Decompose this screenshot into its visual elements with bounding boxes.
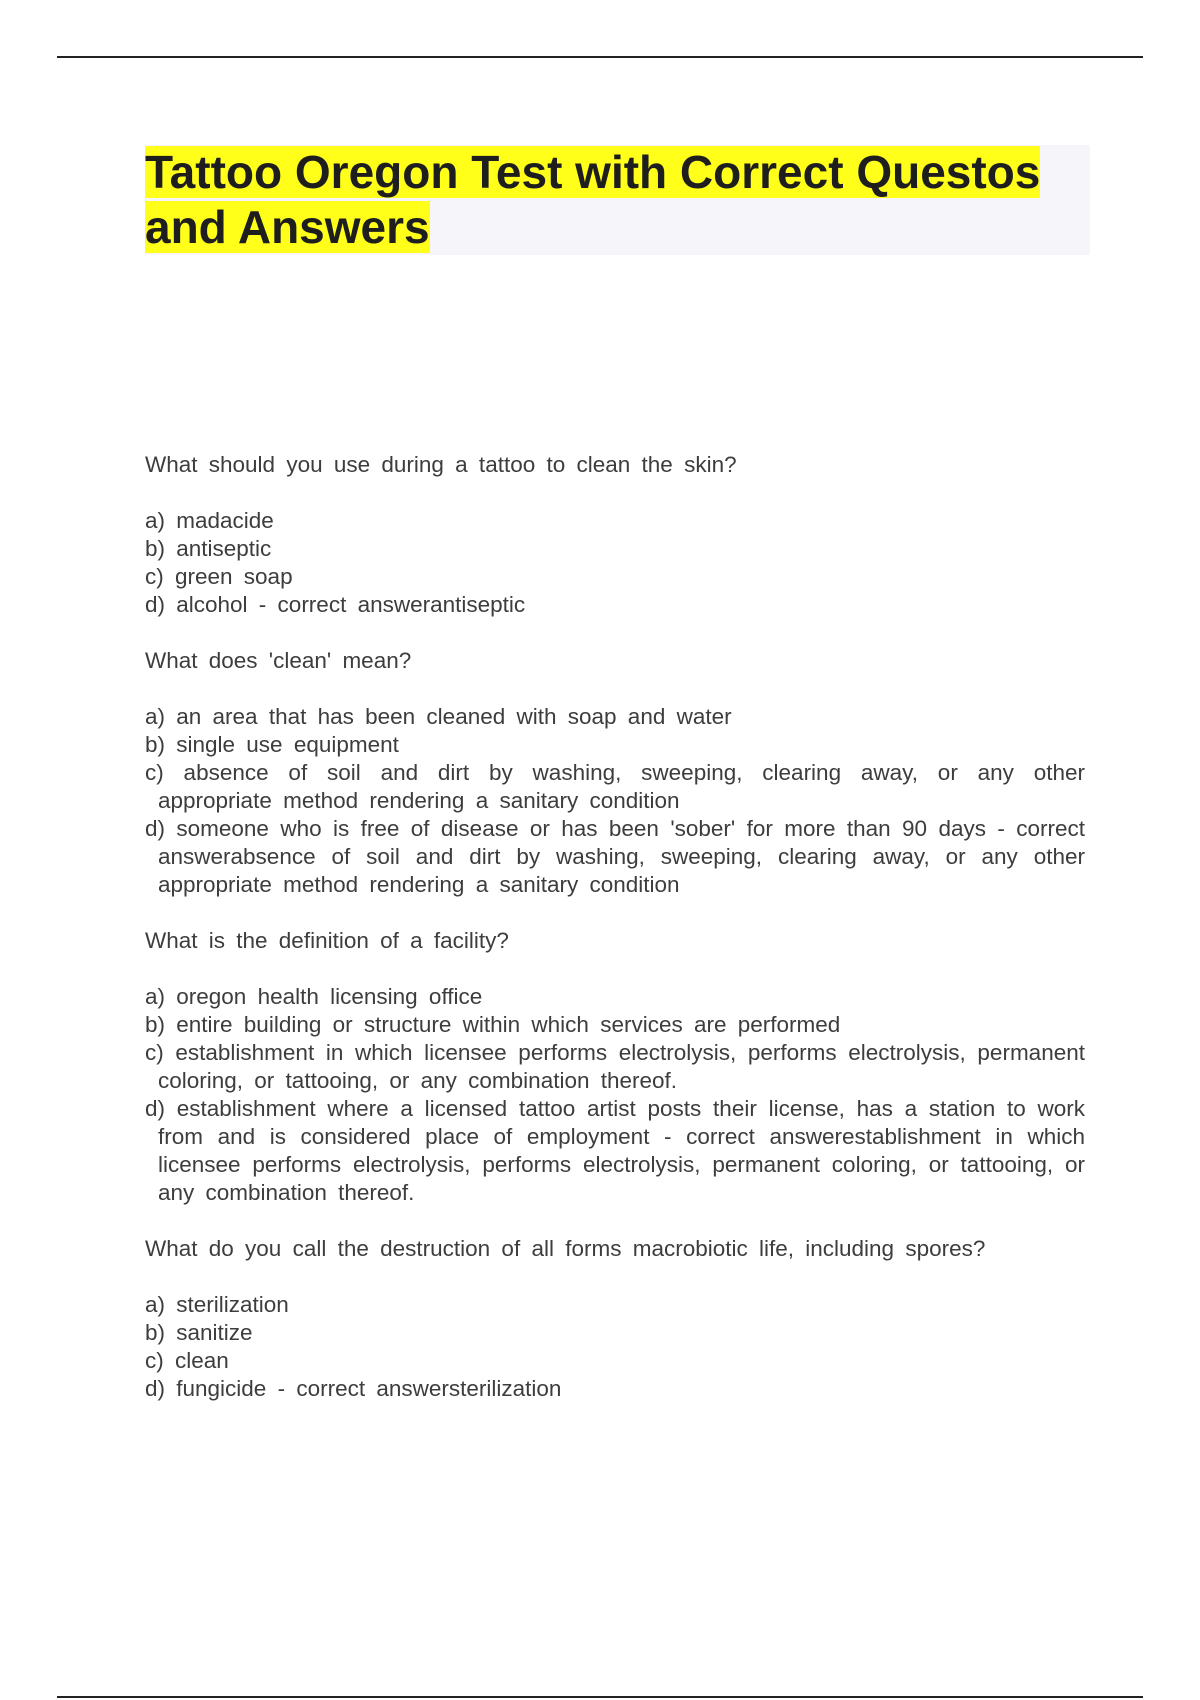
answer-option-c: c) clean (145, 1348, 229, 1373)
question-block-1 (145, 451, 1085, 619)
answer-option-d: d) alcohol - correct answerantiseptic (145, 592, 526, 617)
answer-options (145, 703, 1085, 899)
question-block-4 (145, 1235, 1085, 1403)
question-text: What should you use during a tattoo to clean the skin? (145, 452, 737, 477)
answer-option-c: c) establishment in which licensee performs electrolysis, performs electrolysis, permanent coloring, or tattooing, or any combination thereof. (145, 1040, 1085, 1093)
answer-options (145, 983, 1085, 1207)
question-text: What is the definition of a facility? (145, 928, 509, 953)
footer-rule (57, 1696, 1143, 1698)
answer-options (145, 507, 1085, 619)
title-highlight: Tattoo Oregon Test with Correct Questos and Answers (145, 146, 1041, 253)
answer-option-c: c) absence of soil and dirt by washing, sweeping, clearing away, or any other appropriate method rendering a sanitary condition (145, 760, 1085, 813)
answer-option-b: b) entire building or structure within which services are performed (145, 1012, 841, 1037)
header-rule (57, 56, 1143, 58)
answer-option-d: d) someone who is free of disease or has been 'sober' for more than 90 days - correct answerabsence of soil and dirt by washing, sweeping, clearing away, or any other appropriate method rendering a sanitary condition (145, 816, 1085, 897)
question-list (145, 451, 1085, 1431)
answer-option-c: c) green soap (145, 564, 293, 589)
question-text: What does 'clean' mean? (145, 648, 412, 673)
answer-option-d: d) establishment where a licensed tattoo artist posts their license, has a station to work from and is considered place of employment - correct answerestablishment in which licensee performs electrolysis, performs electrolysis, permanent coloring, or tattooing, or any combination thereof. (145, 1096, 1085, 1205)
answer-option-a: a) an area that has been cleaned with soap and water (145, 704, 732, 729)
document-title (145, 145, 1090, 255)
answer-options (145, 1291, 1085, 1403)
answer-option-b: b) antiseptic (145, 536, 272, 561)
question-block-2 (145, 647, 1085, 899)
answer-option-a: a) madacide (145, 508, 274, 533)
answer-option-d: d) fungicide - correct answersterilization (145, 1376, 562, 1401)
answer-option-b: b) sanitize (145, 1320, 253, 1345)
question-text: What do you call the destruction of all forms macrobiotic life, including spores? (145, 1236, 986, 1261)
answer-option-b: b) single use equipment (145, 732, 399, 757)
answer-option-a: a) oregon health licensing office (145, 984, 483, 1009)
question-block-3 (145, 927, 1085, 1207)
title-block (145, 145, 1090, 255)
answer-option-a: a) sterilization (145, 1292, 289, 1317)
